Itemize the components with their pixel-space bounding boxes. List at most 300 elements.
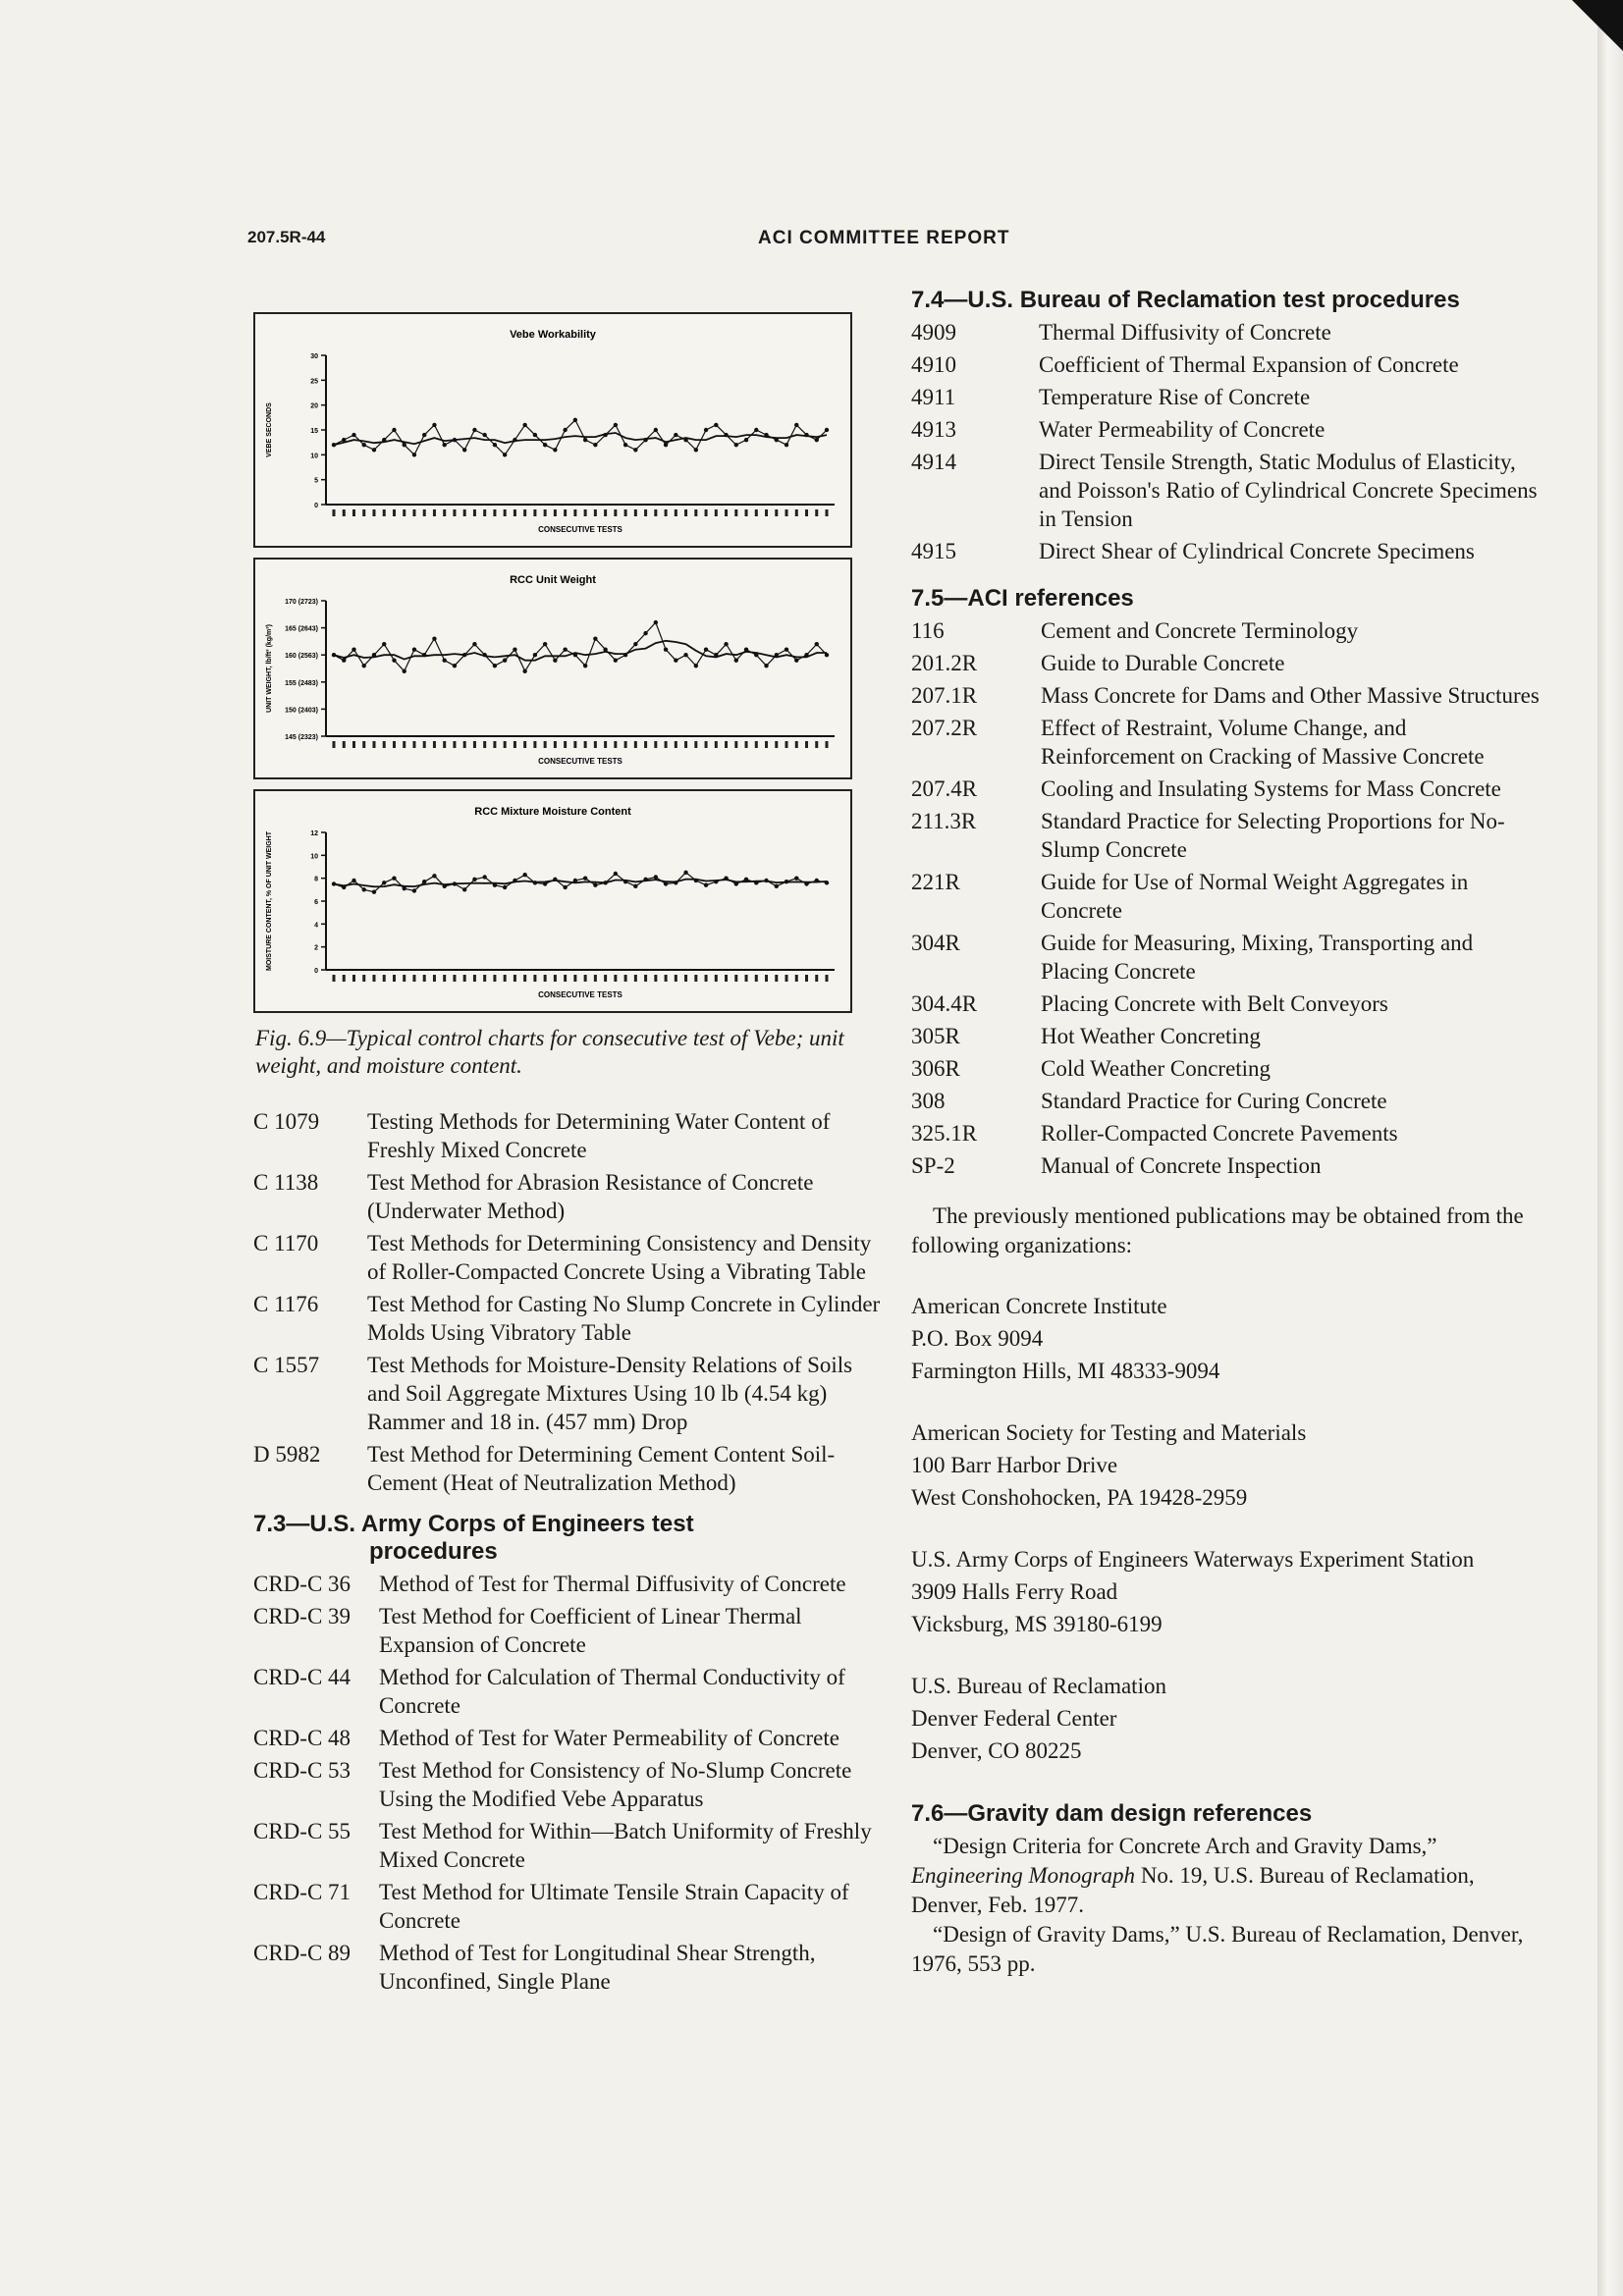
x-tick	[514, 509, 516, 516]
reference-entry	[911, 807, 1540, 864]
reference-code: 325.1R	[911, 1121, 978, 1146]
moisture-chart	[253, 789, 852, 1013]
y-axis-label: VEBE SECONDS	[266, 402, 273, 457]
data-point	[513, 879, 516, 882]
x-tick	[715, 741, 718, 748]
x-tick	[533, 509, 536, 516]
x-tick	[473, 509, 476, 516]
data-point	[623, 653, 627, 657]
data-point	[472, 878, 476, 881]
chart-title: RCC Mixture Moisture Content	[474, 806, 631, 818]
data-point	[614, 423, 618, 427]
data-point	[593, 636, 597, 640]
data-point	[503, 885, 507, 889]
organization-address	[911, 1670, 1540, 1767]
reference-entry	[911, 681, 1540, 710]
reference-code: CRD-C 55	[253, 1819, 352, 1843]
data-point	[674, 881, 677, 884]
reference-code: 207.2R	[911, 716, 978, 740]
reference-code: C 1079	[253, 1109, 320, 1134]
x-tick	[533, 741, 536, 748]
data-point	[825, 653, 829, 657]
reference-entry	[911, 868, 1540, 925]
address-line: 100 Barr Harbor Drive	[911, 1453, 1118, 1477]
data-point	[332, 881, 336, 885]
gravity-ref-2: “Design of Gravity Dams,” U.S. Bureau of Reclamation, Denver, 1976, 553 pp.	[911, 1922, 1524, 1976]
data-point	[714, 653, 718, 657]
x-tick	[785, 975, 788, 982]
data-point	[453, 664, 457, 667]
x-tick	[745, 975, 748, 982]
data-point	[392, 428, 396, 432]
reference-code: 4909	[911, 320, 956, 345]
x-tick	[393, 509, 396, 516]
reference-code: 304.4R	[911, 991, 978, 1016]
x-tick	[362, 975, 365, 982]
data-point	[784, 880, 788, 883]
reference-title: Mass Concrete for Dams and Other Massive Structures	[1041, 683, 1540, 708]
x-tick	[383, 741, 386, 748]
reference-title: Test Methods for Determining Consistency and Density of Roller-Compacted Concrete Using a Vibrating Table	[367, 1231, 872, 1284]
reference-title: Hot Weather Concreting	[1041, 1024, 1261, 1048]
x-tick	[523, 509, 526, 516]
data-point	[654, 620, 658, 624]
y-tick-label: 15	[310, 428, 318, 435]
x-tick	[745, 509, 748, 516]
reference-title: Test Method for Coefficient of Linear Thermal Expansion of Concrete	[379, 1604, 802, 1657]
x-tick	[644, 975, 647, 982]
x-tick	[514, 975, 516, 982]
reference-title: Direct Tensile Strength, Static Modulus of Elasticity, and Poisson's Ratio of Cylindrical Concrete Specimens in Tension	[1039, 450, 1538, 531]
reference-title: Method for Calculation of Thermal Conductivity of Concrete	[379, 1665, 845, 1718]
reference-entry	[911, 649, 1540, 677]
x-tick	[675, 741, 677, 748]
data-point	[804, 881, 808, 885]
x-tick	[815, 741, 818, 748]
data-point	[775, 438, 779, 442]
reference-entry	[911, 989, 1540, 1018]
x-tick	[755, 509, 758, 516]
data-point	[432, 874, 436, 878]
x-tick	[775, 975, 778, 982]
data-point	[784, 443, 788, 447]
x-tick	[473, 975, 476, 982]
reference-title: Test Methods for Moisture-Density Relations of Soils and Soil Aggregate Mixtures Using 10 lb (4.54 kg) Rammer and 18 in. (457 mm) Drop	[367, 1353, 853, 1434]
x-tick	[734, 975, 737, 982]
moving-average-line	[334, 641, 827, 661]
address-line: U.S. Army Corps of Engineers Waterways Experiment Station	[911, 1547, 1475, 1572]
data-point	[342, 885, 346, 889]
data-point	[633, 884, 637, 888]
reference-entry	[253, 1663, 882, 1720]
x-tick	[383, 509, 386, 516]
data-point	[503, 659, 507, 663]
data-point	[342, 438, 346, 442]
reference-entry	[253, 1168, 882, 1225]
x-tick	[765, 509, 768, 516]
data-point	[462, 448, 466, 452]
data-point	[553, 448, 557, 452]
x-tick	[433, 509, 436, 516]
data-point	[683, 871, 687, 875]
data-point	[603, 647, 607, 651]
x-tick	[423, 741, 426, 748]
reference-entry	[911, 1054, 1540, 1083]
x-axis-label: CONSECUTIVE TESTS	[538, 757, 622, 766]
data-point	[372, 653, 376, 657]
x-tick	[423, 509, 426, 516]
data-point	[422, 653, 426, 657]
x-tick	[463, 975, 466, 982]
x-tick	[352, 975, 355, 982]
x-tick	[826, 741, 829, 748]
x-axis-label: CONSECUTIVE TESTS	[538, 525, 622, 534]
data-point	[744, 878, 748, 881]
x-tick	[624, 509, 627, 516]
x-tick	[362, 741, 365, 748]
reference-title: Coefficient of Thermal Expansion of Concrete	[1039, 352, 1459, 377]
data-point	[815, 879, 819, 882]
data-point	[573, 879, 577, 882]
data-point	[493, 882, 497, 886]
x-tick	[795, 509, 798, 516]
section-7-4-heading: 7.4—U.S. Bureau of Reclamation test procedures	[911, 287, 1460, 313]
x-tick	[785, 509, 788, 516]
reference-entry	[911, 1022, 1540, 1050]
x-tick	[564, 509, 567, 516]
data-point	[825, 428, 829, 432]
data-point	[724, 876, 728, 880]
x-tick	[805, 975, 808, 982]
reference-title: Test Method for Ultimate Tensile Strain Capacity of Concrete	[379, 1880, 849, 1933]
reference-code: 221R	[911, 870, 960, 894]
reference-title: Direct Shear of Cylindrical Concrete Specimens	[1039, 539, 1475, 563]
data-point	[513, 438, 516, 442]
data-point	[815, 438, 819, 442]
x-tick	[433, 975, 436, 982]
data-point	[815, 642, 819, 646]
x-tick	[403, 975, 406, 982]
y-tick-label: 150 (2403)	[285, 707, 318, 715]
reference-entry	[253, 1570, 882, 1598]
x-tick	[675, 975, 677, 982]
x-tick	[745, 741, 748, 748]
reference-code: 306R	[911, 1056, 960, 1081]
x-tick	[573, 741, 576, 748]
reference-title: Test Method for Determining Cement Content Soil-Cement (Heat of Neutralization Method)	[367, 1442, 836, 1495]
x-tick	[333, 509, 336, 516]
x-tick	[765, 741, 768, 748]
reference-code: 4914	[911, 450, 956, 474]
data-point	[683, 653, 687, 657]
reference-code: 4913	[911, 417, 956, 442]
x-tick	[634, 741, 637, 748]
data-point	[643, 631, 647, 635]
data-point	[482, 875, 486, 879]
x-tick	[372, 741, 375, 748]
reference-title: Guide for Use of Normal Weight Aggregates in Concrete	[1041, 870, 1469, 923]
x-tick	[403, 741, 406, 748]
reference-title: Method of Test for Longitudinal Shear Strength, Unconfined, Single Plane	[379, 1941, 816, 1994]
data-point	[513, 647, 516, 651]
reference-title: Placing Concrete with Belt Conveyors	[1041, 991, 1388, 1016]
reference-title: Standard Practice for Curing Concrete	[1041, 1089, 1387, 1113]
gravity-ref-1: “Design Criteria for Concrete Arch and Gravity Dams,” Engineering Monograph No. 19, U.S. Bureau of Reclamation, Denver, Feb. 1977.	[911, 1834, 1475, 1917]
data-point	[493, 664, 497, 667]
x-tick	[604, 741, 607, 748]
y-axis-label: UNIT WEIGHT, lb/ft³ (kg/m³)	[266, 624, 273, 713]
data-point	[553, 659, 557, 663]
reference-entry	[911, 448, 1540, 533]
data-point	[694, 448, 698, 452]
data-point	[382, 438, 386, 442]
data-point	[432, 423, 436, 427]
data-point	[522, 873, 526, 877]
data-point	[462, 653, 466, 657]
reference-entry	[911, 1151, 1540, 1180]
x-tick	[554, 509, 557, 516]
data-point	[704, 882, 708, 886]
data-point	[654, 428, 658, 432]
data-point	[643, 878, 647, 881]
reference-code: 4910	[911, 352, 956, 377]
data-point	[403, 669, 406, 673]
y-tick-label: 8	[314, 876, 318, 883]
series-line	[334, 420, 827, 454]
x-tick	[614, 975, 617, 982]
data-point	[623, 880, 627, 883]
data-point	[593, 443, 597, 447]
reference-code: 207.1R	[911, 683, 978, 708]
chart-title: Vebe Workability	[510, 329, 596, 341]
x-tick	[805, 741, 808, 748]
x-tick	[594, 975, 597, 982]
x-tick	[775, 741, 778, 748]
y-tick-label: 145 (2323)	[285, 734, 318, 741]
x-tick	[573, 975, 576, 982]
reference-title: Roller-Compacted Concrete Pavements	[1041, 1121, 1398, 1146]
x-tick	[554, 741, 557, 748]
x-tick	[463, 509, 466, 516]
reference-code: CRD-C 48	[253, 1726, 352, 1750]
reference-entry	[253, 1440, 882, 1497]
x-tick	[725, 975, 728, 982]
address-line: Denver Federal Center	[911, 1706, 1117, 1731]
data-point	[674, 433, 677, 437]
x-tick	[624, 741, 627, 748]
x-tick	[362, 509, 365, 516]
y-tick-label: 0	[314, 503, 318, 509]
data-point	[382, 642, 386, 646]
x-tick	[654, 509, 657, 516]
data-point	[744, 647, 748, 651]
reference-entry	[253, 1817, 882, 1874]
data-point	[704, 428, 708, 432]
x-tick	[483, 741, 486, 748]
address-line: Farmington Hills, MI 48333-9094	[911, 1359, 1220, 1383]
x-tick	[453, 741, 456, 748]
data-point	[332, 653, 336, 657]
data-point	[704, 647, 708, 651]
reference-title: Testing Methods for Determining Water Content of Freshly Mixed Concrete	[367, 1109, 831, 1162]
data-point	[342, 659, 346, 663]
reference-entry	[253, 1107, 882, 1164]
aci-list	[911, 616, 1540, 1180]
data-point	[432, 636, 436, 640]
vebe-chart	[253, 312, 852, 548]
x-tick	[755, 741, 758, 748]
x-tick	[383, 975, 386, 982]
data-point	[603, 433, 607, 437]
reference-code: 207.4R	[911, 776, 978, 801]
x-tick	[433, 741, 436, 748]
reference-title: Test Method for Within—Batch Uniformity of Freshly Mixed Concrete	[379, 1819, 872, 1872]
data-point	[372, 448, 376, 452]
data-point	[794, 659, 798, 663]
crd-list	[253, 1570, 882, 1996]
x-tick	[604, 975, 607, 982]
x-tick	[694, 509, 697, 516]
reference-code: 304R	[911, 931, 960, 955]
reference-title: Cement and Concrete Terminology	[1041, 618, 1359, 643]
data-point	[754, 653, 758, 657]
address-line: P.O. Box 9094	[911, 1326, 1044, 1351]
reference-entry	[911, 350, 1540, 379]
y-tick-label: 0	[314, 968, 318, 975]
y-tick-label: 20	[310, 402, 318, 410]
data-point	[533, 433, 537, 437]
data-point	[533, 653, 537, 657]
publications-note: The previously mentioned publications may be obtained from the following organizations:	[911, 1203, 1524, 1257]
x-tick	[443, 741, 446, 748]
reference-entry	[253, 1351, 882, 1436]
data-point	[573, 653, 577, 657]
data-point	[442, 659, 446, 663]
data-point	[654, 875, 658, 879]
y-tick-label: 155 (2483)	[285, 679, 318, 687]
data-point	[694, 664, 698, 667]
data-point	[614, 872, 618, 876]
data-point	[332, 443, 336, 447]
reference-entry	[253, 1878, 882, 1935]
reference-entry	[911, 318, 1540, 347]
x-tick	[412, 741, 415, 748]
data-point	[583, 438, 587, 442]
x-tick	[554, 975, 557, 982]
x-tick	[614, 741, 617, 748]
x-tick	[493, 975, 496, 982]
address-line: Denver, CO 80225	[911, 1738, 1082, 1763]
x-tick	[654, 741, 657, 748]
y-tick-label: 165 (2643)	[285, 625, 318, 633]
x-tick	[443, 509, 446, 516]
y-tick-label: 10	[310, 453, 318, 460]
data-point	[583, 876, 587, 880]
x-tick	[412, 509, 415, 516]
x-tick	[775, 509, 778, 516]
data-point	[503, 453, 507, 456]
x-tick	[544, 975, 547, 982]
x-tick	[493, 741, 496, 748]
data-point	[372, 889, 376, 893]
reference-code: CRD-C 44	[253, 1665, 352, 1689]
data-point	[754, 428, 758, 432]
x-tick	[564, 741, 567, 748]
section-7-3-heading: 7.3—U.S. Army Corps of Engineers test procedures	[253, 1511, 694, 1565]
y-axis-label: MOISTURE CONTENT, % OF UNIT WEIGHT	[266, 831, 273, 971]
x-tick	[372, 509, 375, 516]
reference-title: Cold Weather Concreting	[1041, 1056, 1271, 1081]
x-tick	[644, 741, 647, 748]
data-point	[422, 433, 426, 437]
x-tick	[403, 509, 406, 516]
data-point	[683, 438, 687, 442]
data-point	[563, 647, 567, 651]
data-point	[775, 884, 779, 888]
x-tick	[594, 741, 597, 748]
reference-code: CRD-C 89	[253, 1941, 352, 1965]
data-point	[804, 433, 808, 437]
x-tick	[352, 509, 355, 516]
data-point	[462, 887, 466, 891]
data-point	[794, 876, 798, 880]
data-point	[734, 881, 738, 885]
address-line: West Conshohocken, PA 19428-2959	[911, 1485, 1248, 1510]
x-tick	[333, 741, 336, 748]
x-axis-label: CONSECUTIVE TESTS	[538, 990, 622, 999]
x-tick	[483, 509, 486, 516]
data-point	[392, 876, 396, 880]
data-point	[493, 443, 497, 447]
reference-title: Temperature Rise of Concrete	[1039, 385, 1311, 409]
x-tick	[684, 975, 687, 982]
reference-entry	[253, 1724, 882, 1752]
y-tick-label: 10	[310, 853, 318, 861]
astm-list	[253, 1107, 882, 1497]
x-tick	[584, 509, 587, 516]
data-point	[764, 433, 768, 437]
x-tick	[594, 509, 597, 516]
data-point	[403, 443, 406, 447]
reference-title: Method of Test for Water Permeability of Concrete	[379, 1726, 839, 1750]
x-tick	[453, 509, 456, 516]
reference-code: SP-2	[911, 1153, 955, 1178]
usbr-list	[911, 318, 1540, 565]
x-tick	[665, 975, 668, 982]
right-column	[911, 275, 1540, 1979]
x-tick	[684, 509, 687, 516]
data-point	[563, 428, 567, 432]
data-point	[583, 664, 587, 667]
x-tick	[826, 509, 829, 516]
data-point	[633, 448, 637, 452]
reference-title: Manual of Concrete Inspection	[1041, 1153, 1322, 1178]
address-line: U.S. Bureau of Reclamation	[911, 1674, 1166, 1698]
reference-entry	[253, 1229, 882, 1286]
data-point	[775, 653, 779, 657]
data-point	[382, 881, 386, 884]
data-point	[633, 642, 637, 646]
data-point	[553, 878, 557, 881]
data-point	[412, 647, 416, 651]
reference-title: Cooling and Insulating Systems for Mass Concrete	[1041, 776, 1501, 801]
reference-entry	[911, 1087, 1540, 1115]
x-tick	[715, 975, 718, 982]
data-point	[825, 881, 829, 884]
address-line: 3909 Halls Ferry Road	[911, 1579, 1118, 1604]
reference-code: CRD-C 36	[253, 1572, 352, 1596]
x-tick	[443, 975, 446, 982]
